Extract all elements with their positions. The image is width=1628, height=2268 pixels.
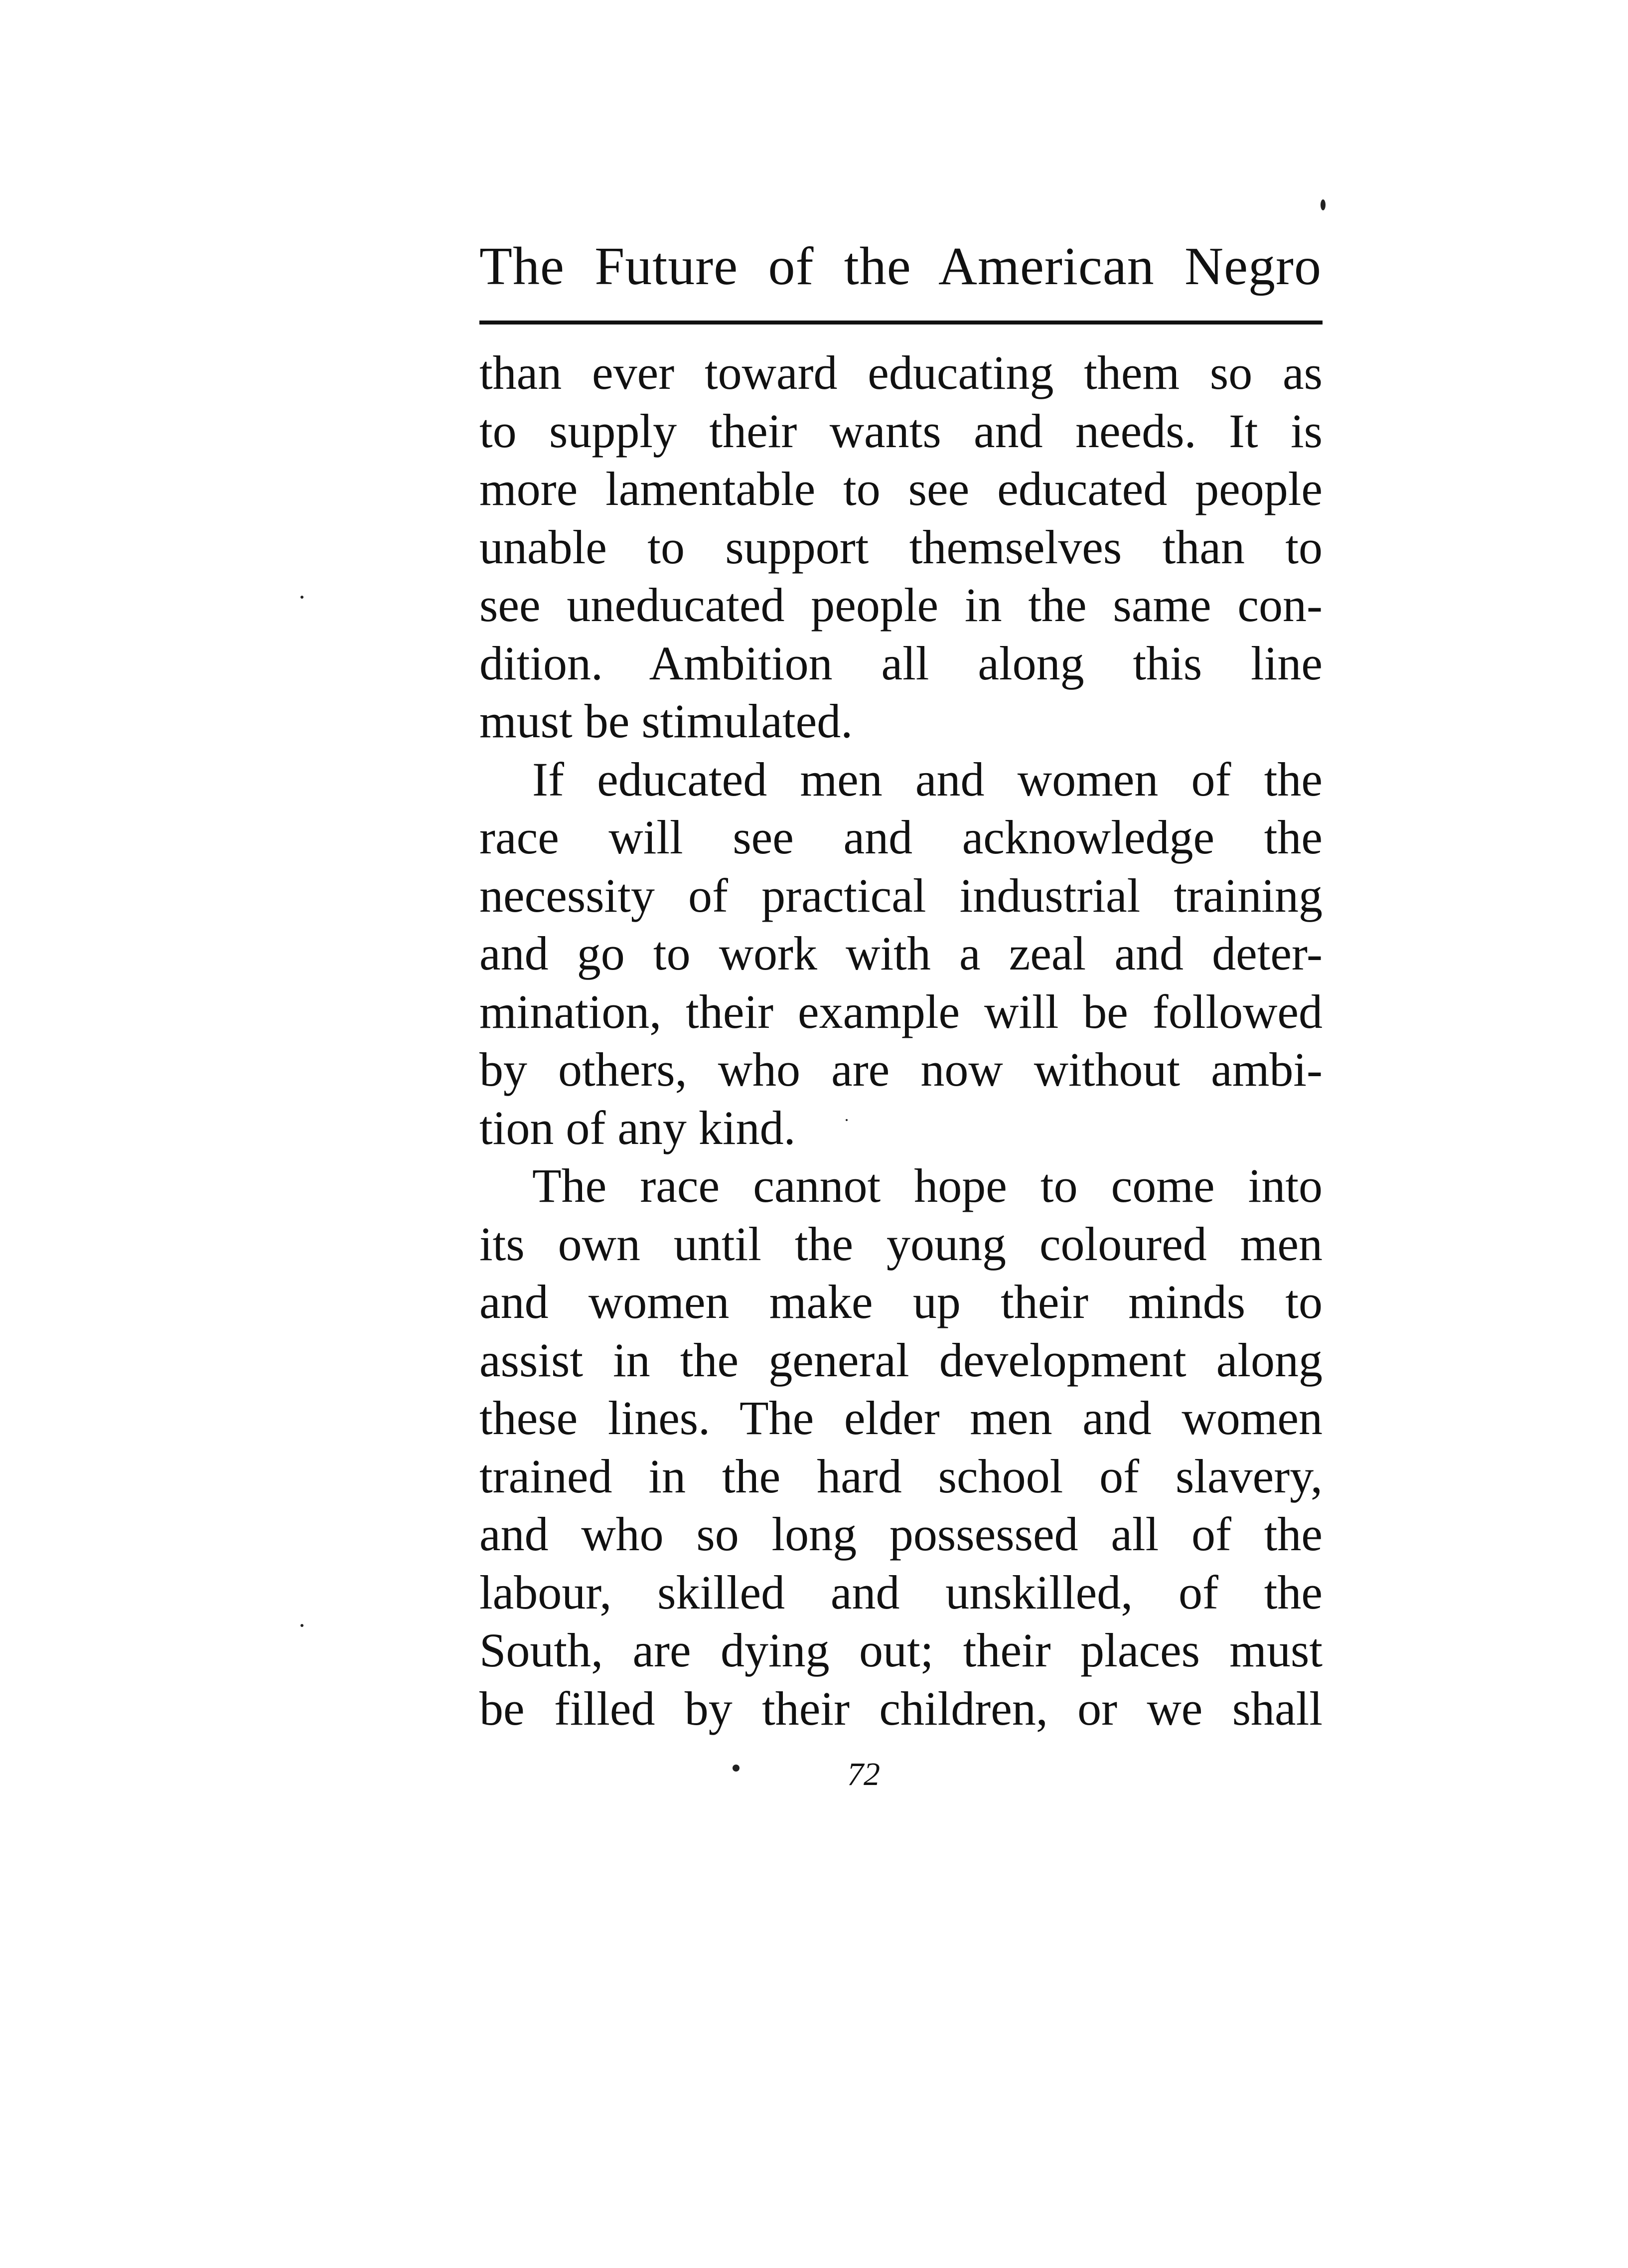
- scan-speck: [733, 1765, 740, 1772]
- text-line: South, are dying out; their places must: [479, 1623, 1323, 1677]
- text-line: dition. Ambition all along this line: [479, 636, 1323, 690]
- text-line: these lines. The elder men and women: [479, 1391, 1323, 1445]
- header-rule: [479, 321, 1323, 324]
- text-line: must be stimulated.: [479, 694, 853, 748]
- text-line: and who so long possessed all of the: [479, 1507, 1323, 1561]
- page-number: 72: [847, 1756, 880, 1792]
- scan-speck: [1321, 199, 1326, 210]
- text-line: and go to work with a zeal and deter-: [479, 927, 1323, 980]
- running-head: The Future of the American Negro: [479, 237, 1322, 296]
- text-line: by others, who are now without ambi-: [479, 1043, 1323, 1096]
- text-line: If educated men and women of the: [532, 752, 1323, 806]
- text-line: see uneducated people in the same con-: [479, 578, 1323, 632]
- text-line: be filled by their children, or we shall: [479, 1681, 1323, 1735]
- text-line: labour, skilled and unskilled, of the: [479, 1565, 1323, 1619]
- text-line: trained in the hard school of slavery,: [479, 1449, 1323, 1503]
- scan-speck: [300, 1624, 303, 1627]
- text-line: tion of any kind.: [479, 1101, 796, 1154]
- text-line: assist in the general development along: [479, 1333, 1323, 1387]
- text-line: and women make up their minds to: [479, 1275, 1323, 1328]
- text-line: mination, their example will be followed: [479, 984, 1323, 1038]
- scan-speck: [300, 596, 303, 599]
- text-line: necessity of practical industrial training: [479, 868, 1323, 922]
- body-text: [479, 344, 1323, 1738]
- text-line: race will see and acknowledge the: [479, 810, 1323, 864]
- text-line: unable to support themselves than to: [479, 520, 1323, 574]
- text-line: The race cannot hope to come into: [532, 1159, 1323, 1212]
- text-line: its own until the young coloured men: [479, 1217, 1323, 1271]
- text-line: than ever toward educating them so as: [479, 346, 1323, 399]
- text-line: more lamentable to see educated people: [479, 462, 1323, 515]
- text-line: to supply their wants and needs. It is: [479, 404, 1323, 458]
- scan-speck: [846, 1119, 848, 1121]
